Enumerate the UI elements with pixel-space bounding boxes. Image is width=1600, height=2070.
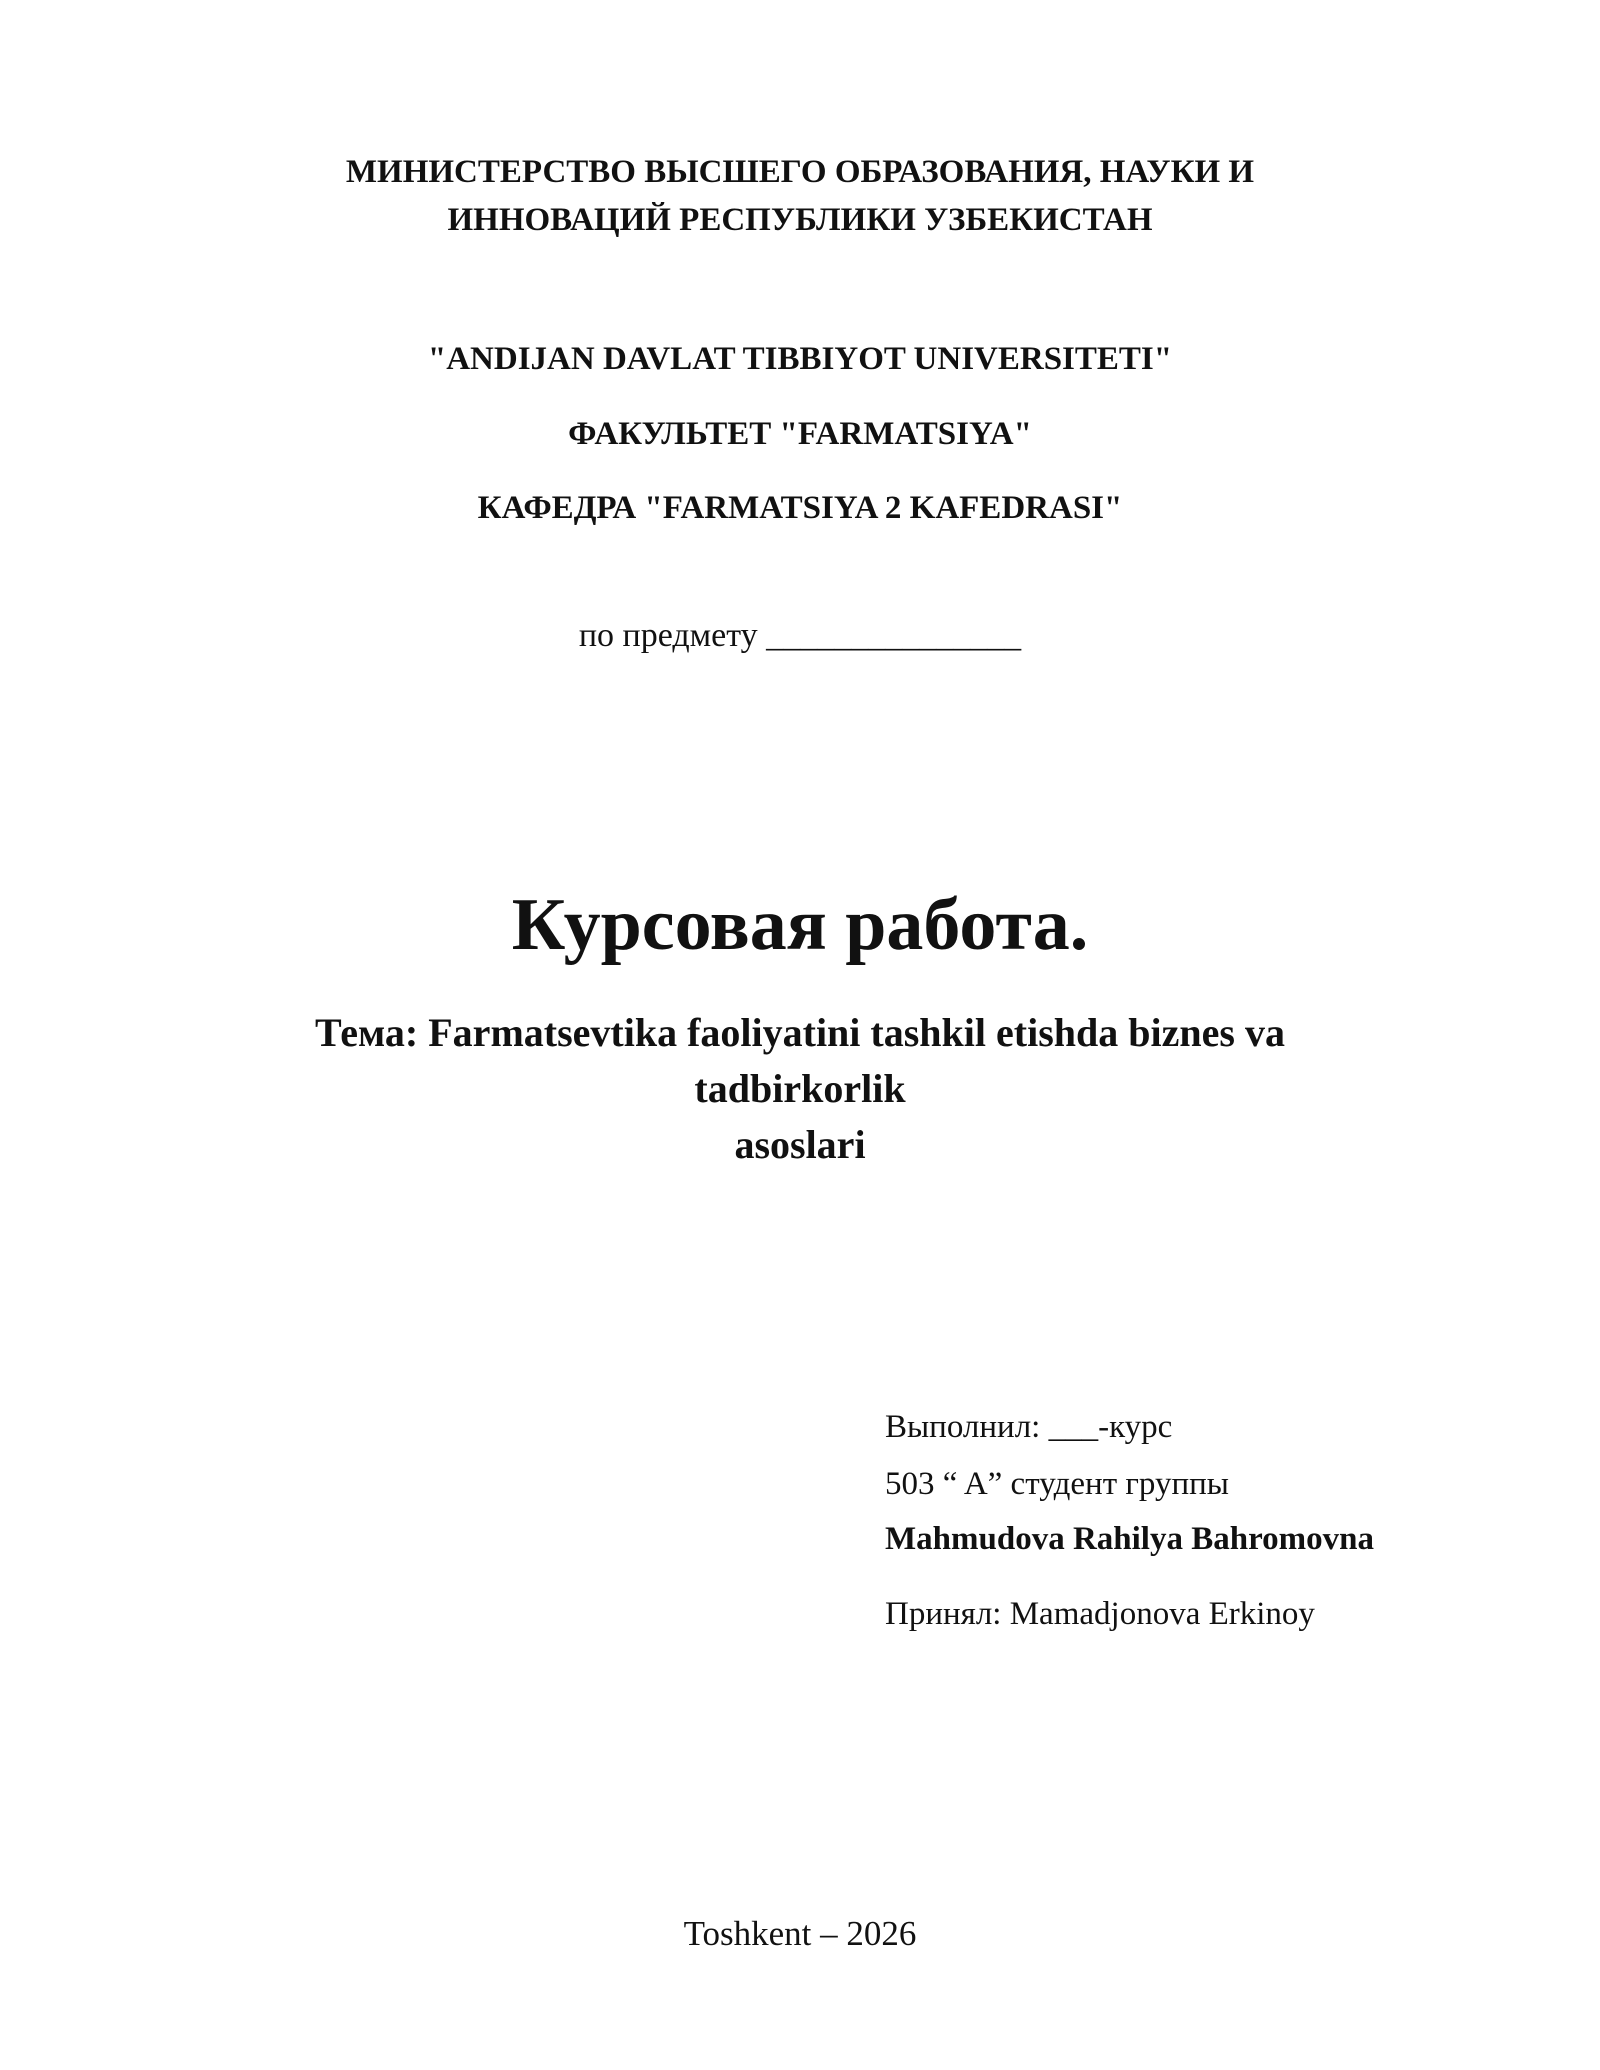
faculty-name: ФАКУЛЬТЕТ "FARMATSIYA" [568,416,1032,452]
student-name: Mahmudova Rahilya Bahromovna [885,1521,1374,1557]
department-name: КАФЕДРА "FARMATSIYA 2 KAFEDRASI" [477,490,1123,526]
topic-line-2: asoslari [734,1122,866,1167]
city-year-footer: Toshkent – 2026 [683,1914,917,1953]
completed-by-line: Выполнил: ___-курс [885,1409,1173,1445]
ministry-line-1: МИНИСТЕРСТВО ВЫСШЕГО ОБРАЗОВАНИЯ, НАУКИ И [345,154,1255,190]
page-title: Курсовая работа. [511,884,1089,966]
ministry-heading [0,148,1600,244]
ministry-line-2: ИННОВАЦИЙ РЕСПУБЛИКИ УЗБЕКИСТАН [447,202,1153,238]
accepted-by-line: Принял: Mamadjonova Erkinoy [885,1596,1315,1632]
topic-line-1: Тема: Farmatsevtika faoliyatini tashkil etishda biznes va tadbirkorlik [315,1010,1285,1111]
subject-line: по предмету _______________ [578,617,1022,654]
university-name: "ANDIJAN DAVLAT TIBBIYOT UNIVERSITETI" [427,341,1173,377]
topic-heading [215,1005,1385,1173]
group-line: 503 “ A” студент группы [885,1466,1229,1502]
